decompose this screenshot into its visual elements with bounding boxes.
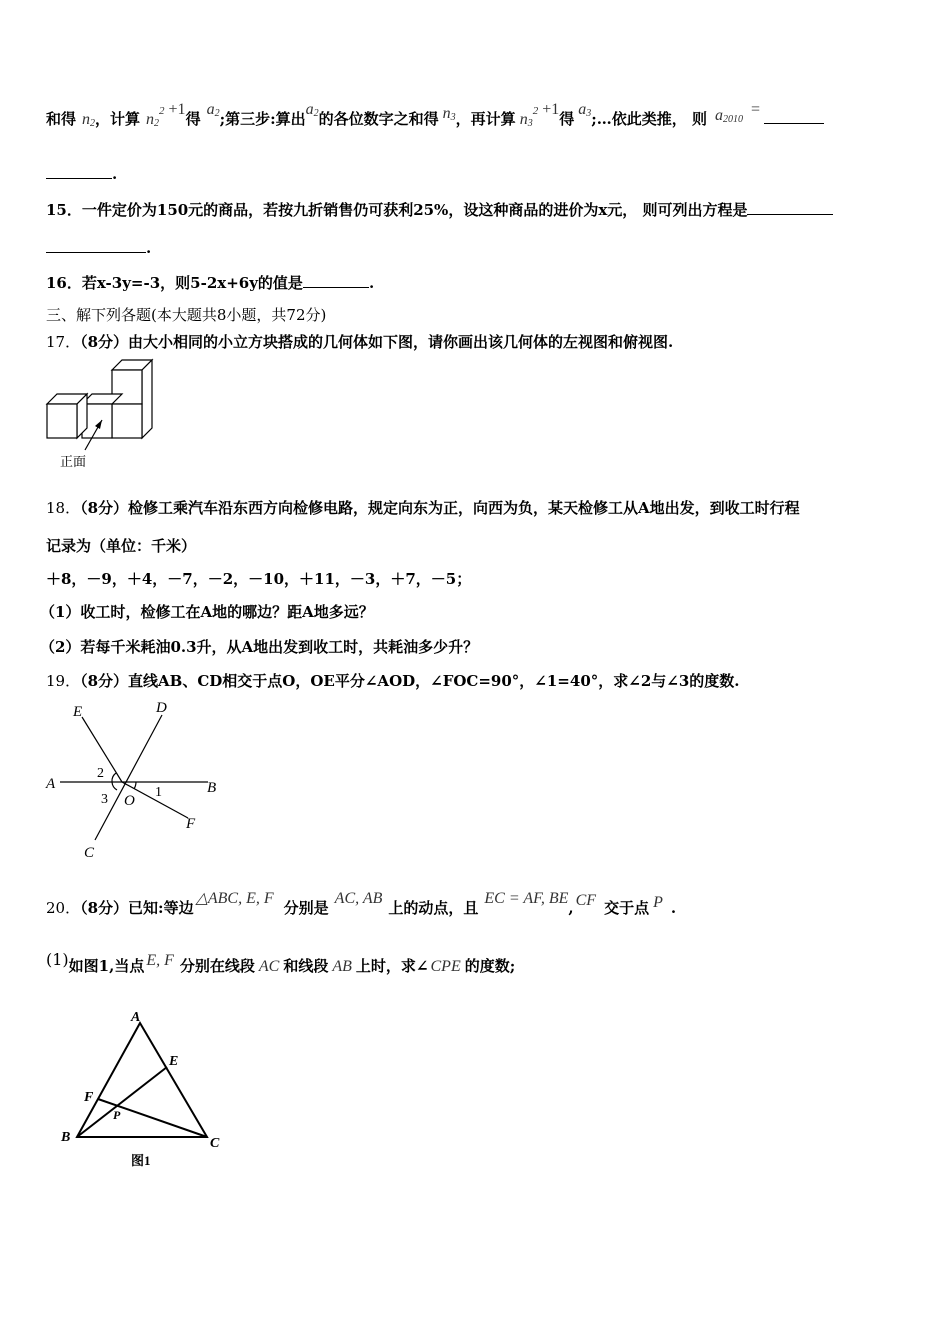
question-16	[46, 272, 374, 293]
period: .	[146, 239, 152, 257]
label-F: F	[186, 816, 196, 832]
question-17	[46, 331, 673, 352]
label-D: D	[156, 700, 167, 716]
q14-text: ;…依此类推， 则	[591, 110, 707, 128]
triangle-figure	[55, 1005, 235, 1175]
question-text: 若x-3y=-3，则5-2x+6y的值是	[81, 274, 303, 292]
math-n2: n2	[82, 111, 96, 129]
question-text: 分别是	[283, 899, 329, 917]
answer-blank	[46, 238, 146, 253]
math-p: P	[653, 894, 663, 911]
question-20-part1	[46, 950, 516, 976]
question-text: （8分）已知:等边	[80, 899, 194, 917]
math-n3-sq-plus-1: $n3^2 +1$	[519, 101, 560, 129]
question-text: 分别在线段	[179, 957, 255, 975]
comma: ,	[568, 899, 574, 917]
tri-label-B: B	[61, 1130, 71, 1145]
question-18-sub2: （2）若每千米耗油0.3升，从A地出发到收工时，共耗油多少升？	[40, 638, 479, 656]
angle-1: 1	[155, 785, 162, 800]
question-text: 上时，求∠	[355, 957, 429, 975]
q14-text: ，计算	[95, 110, 141, 128]
answer-blank	[764, 109, 824, 124]
math-a3: a3	[578, 101, 592, 119]
q14-text: ;第三步:算出	[219, 110, 306, 128]
question-number: 20．	[46, 899, 81, 917]
question-18-sub1: （1）收工时，检修工在A地的哪边？距A地多远？	[40, 603, 374, 621]
figure-caption: 图1	[131, 1153, 151, 1168]
front-label: 正面	[60, 454, 87, 469]
q14-text: 得	[559, 110, 575, 128]
math-a2b: a2	[305, 101, 319, 119]
math-ef: E, F	[146, 952, 174, 969]
period: .	[670, 899, 677, 917]
angle-3: 3	[101, 792, 108, 807]
question-18-line2: 记录为（单位：千米）	[46, 537, 197, 555]
question-19	[46, 670, 740, 691]
question-text: （8分）由大小相同的小立方块搭成的几何体如下图，请你画出该几何体的左视图和俯视图.	[80, 333, 674, 351]
question-text: 和线段	[283, 957, 329, 975]
math-eq: =	[751, 101, 761, 118]
question-number: 19．	[46, 672, 81, 690]
question-text: 的度数;	[464, 957, 516, 975]
label-C: C	[84, 845, 95, 861]
math-cpe: CPE	[430, 958, 461, 975]
math-sides: AC, AB	[334, 890, 383, 907]
math-a2: a2	[206, 101, 220, 119]
question-text: （8分）检修工乘汽车沿东西方向检修电路，规定向东为正，向西为负，某天检修工从A地出发，到收工时行程	[80, 499, 800, 517]
math-ac: AC	[258, 958, 280, 975]
cube-figure	[40, 358, 170, 473]
answer-blank	[46, 164, 112, 179]
question-number: 17．	[46, 333, 81, 351]
label-O: O	[124, 793, 135, 809]
question-text: 一件定价为150元的商品，若按九折销售仍可获利25%，设这种商品的进价为x元， 则可列出方程是	[81, 201, 748, 219]
label-B: B	[207, 780, 217, 796]
q14-tail-line	[46, 101, 824, 129]
math-ab: AB	[332, 958, 352, 975]
q14-text: 的各位数字之和得	[318, 110, 439, 128]
math-n2-sq-plus-1: $n2^2 +1$	[146, 101, 186, 129]
period: .	[112, 165, 118, 183]
tri-label-F: F	[84, 1090, 94, 1105]
question-15	[46, 199, 833, 220]
q14-text: ，再计算	[455, 110, 516, 128]
part-number: (1)	[46, 950, 69, 969]
tri-label-E: E	[169, 1054, 179, 1069]
q14-text: 得	[185, 110, 201, 128]
label-E: E	[73, 704, 83, 720]
question-15-line2	[46, 238, 151, 257]
tri-label-A: A	[131, 1010, 141, 1025]
question-18-line3: ＋8，－9，＋4，－7，－2，－10，＋11，－3，＋7，－5；	[46, 570, 472, 588]
answer-blank	[303, 273, 369, 288]
math-a2010: a2010	[715, 107, 743, 125]
answer-blank	[747, 200, 833, 215]
math-n3: n3	[442, 105, 456, 123]
question-18	[46, 497, 800, 518]
question-text: 上的动点，且	[388, 899, 479, 917]
question-text: （8分）直线AB、CD相交于点O，OE平分∠AOD，∠FOC=90°，∠1=40°，求∠2与∠3的度数.	[80, 672, 740, 690]
question-text: 交于点	[604, 899, 650, 917]
math-eq: EC = AF, BE	[484, 890, 569, 907]
q14-text: 和得	[46, 110, 77, 128]
question-number: 15．	[46, 201, 82, 219]
angle-2: 2	[97, 766, 104, 781]
question-20	[46, 890, 677, 918]
tri-label-C: C	[210, 1136, 220, 1151]
tri-label-P: P	[113, 1108, 121, 1122]
question-number: 18．	[46, 499, 81, 517]
question-number: 16．	[46, 274, 82, 292]
section-heading: 三、解下列各题(本大题共8小题，共72分)	[46, 306, 327, 324]
math-cf: CF	[575, 892, 597, 909]
q14-tail-line2	[46, 164, 117, 183]
period: .	[368, 274, 375, 292]
math-triangle: △ABC, E, F	[195, 890, 274, 907]
label-A: A	[46, 776, 56, 792]
lines-figure	[40, 695, 240, 865]
question-text: 如图1,当点	[68, 957, 145, 975]
